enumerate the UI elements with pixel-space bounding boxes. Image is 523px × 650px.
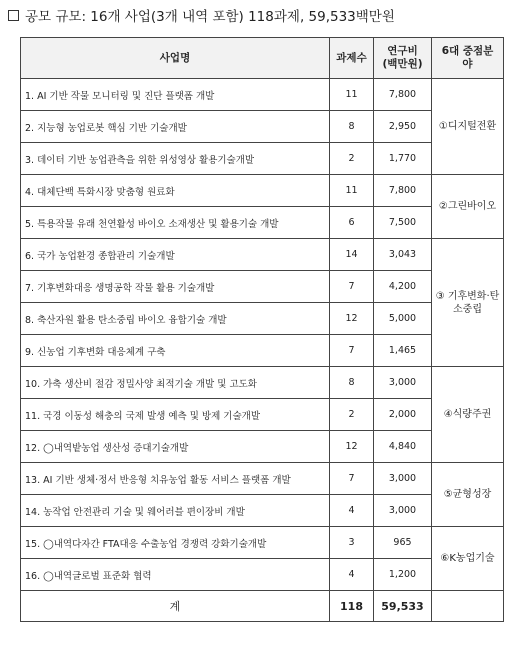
priority-field-label: ①디지털전환 xyxy=(438,121,497,132)
budget-cell: 3,000 xyxy=(374,463,432,495)
header-budget-line2: (백만원) xyxy=(382,58,423,70)
table-row xyxy=(21,207,504,239)
task-count-cell: 6 xyxy=(330,207,374,239)
priority-field-label: ②그린바이오 xyxy=(438,201,497,212)
priority-field-label: ④식량주권 xyxy=(443,409,492,420)
task-count-cell: 11 xyxy=(330,175,374,207)
table-row xyxy=(21,271,504,303)
table-row xyxy=(21,239,504,271)
budget-cell: 5,000 xyxy=(374,303,432,335)
task-count-cell: 4 xyxy=(330,559,374,591)
total-budget: 59,533 xyxy=(374,591,432,622)
task-count-cell: 7 xyxy=(330,463,374,495)
project-name-cell: 6. 국가 농업환경 종합관리 기술개발 xyxy=(21,239,330,271)
total-row xyxy=(21,591,504,622)
priority-field-label: ⑥K농업기술 xyxy=(440,553,495,564)
task-count-cell: 7 xyxy=(330,271,374,303)
priority-field-label-line2: 소중립 xyxy=(453,303,482,315)
table-row xyxy=(21,111,504,143)
table-row xyxy=(21,303,504,335)
table-row xyxy=(21,79,504,111)
budget-cell: 2,950 xyxy=(374,111,432,143)
budget-cell: 2,000 xyxy=(374,399,432,431)
task-count-cell: 4 xyxy=(330,495,374,527)
project-name-cell: 12. ◯내역밭농업 생산성 증대기술개발 xyxy=(21,431,330,463)
priority-field-label: ③ 기후변화·탄 xyxy=(435,290,500,302)
project-name-cell: 8. 축산자원 활용 탄소중립 바이오 융합기술 개발 xyxy=(21,303,330,335)
heading-text: 공모 규모: 16개 사업(3개 내역 포함) 118과제, 59,533백만원 xyxy=(25,9,395,25)
project-name-cell: 13. AI 기반 생체·정서 반응형 치유농업 활동 서비스 플랫폼 개발 xyxy=(21,463,330,495)
budget-cell: 1,770 xyxy=(374,143,432,175)
task-count-cell: 11 xyxy=(330,79,374,111)
priority-field-cell xyxy=(432,175,504,239)
task-count-cell: 12 xyxy=(330,431,374,463)
project-name-cell: 2. 지능형 농업로봇 핵심 기반 기술개발 xyxy=(21,111,330,143)
total-label: 계 xyxy=(21,591,330,622)
header-project-name: 사업명 xyxy=(21,38,330,79)
table-row xyxy=(21,463,504,495)
priority-field-label: ⑤균형성장 xyxy=(443,489,492,500)
budget-cell: 1,200 xyxy=(374,559,432,591)
task-count-cell: 14 xyxy=(330,239,374,271)
header-field-line2: 야 xyxy=(462,58,473,70)
table-row xyxy=(21,143,504,175)
budget-cell: 3,000 xyxy=(374,367,432,399)
budget-cell: 7,800 xyxy=(374,79,432,111)
priority-field-cell xyxy=(432,527,504,591)
task-count-cell: 12 xyxy=(330,303,374,335)
priority-field-cell xyxy=(432,367,504,463)
total-field-empty xyxy=(432,591,504,622)
project-name-cell: 10. 가축 생산비 절감 정밀사양 최적기술 개발 및 고도화 xyxy=(21,367,330,399)
project-name-cell: 4. 대체단백 특화시장 맞춤형 원료화 xyxy=(21,175,330,207)
task-count-cell: 8 xyxy=(330,111,374,143)
priority-field-cell xyxy=(432,463,504,527)
project-name-cell: 15. ◯내역다자간 FTA대응 수출농업 경쟁력 강화기술개발 xyxy=(21,527,330,559)
table-row xyxy=(21,431,504,463)
header-priority-field xyxy=(432,38,504,79)
budget-cell: 3,000 xyxy=(374,495,432,527)
budget-cell: 4,840 xyxy=(374,431,432,463)
budget-cell: 3,043 xyxy=(374,239,432,271)
project-name-cell: 16. ◯내역글로벌 표준화 협력 xyxy=(21,559,330,591)
table-header-row xyxy=(21,38,504,79)
page-heading xyxy=(8,4,395,26)
header-budget xyxy=(374,38,432,79)
table-row xyxy=(21,495,504,527)
total-count: 118 xyxy=(330,591,374,622)
table-row xyxy=(21,367,504,399)
budget-cell: 7,500 xyxy=(374,207,432,239)
task-count-cell: 8 xyxy=(330,367,374,399)
project-name-cell: 3. 데이터 기반 농업관측을 위한 위성영상 활용기술개발 xyxy=(21,143,330,175)
priority-field-cell xyxy=(432,239,504,367)
header-field-line1: 6대 중점분 xyxy=(441,45,494,57)
square-bullet-icon xyxy=(8,10,19,21)
project-name-cell: 1. AI 기반 작물 모니터링 및 진단 플랫폼 개발 xyxy=(21,79,330,111)
table-row xyxy=(21,175,504,207)
project-name-cell: 7. 기후변화대응 생명공학 작물 활용 기술개발 xyxy=(21,271,330,303)
project-name-cell: 9. 신농업 기후변화 대응체계 구축 xyxy=(21,335,330,367)
task-count-cell: 2 xyxy=(330,399,374,431)
task-count-cell: 7 xyxy=(330,335,374,367)
header-task-count: 과제수 xyxy=(330,38,374,79)
project-name-cell: 11. 국경 이동성 해충의 국제 발생 예측 및 방제 기술개발 xyxy=(21,399,330,431)
budget-cell: 4,200 xyxy=(374,271,432,303)
priority-field-cell xyxy=(432,79,504,175)
project-name-cell: 5. 특용작물 유래 천연활성 바이오 소재생산 및 활용기술 개발 xyxy=(21,207,330,239)
header-budget-line1: 연구비 xyxy=(387,45,418,57)
task-count-cell: 3 xyxy=(330,527,374,559)
project-name-cell: 14. 농작업 안전관리 기술 및 웨어러블 편이장비 개발 xyxy=(21,495,330,527)
table-row xyxy=(21,527,504,559)
task-count-cell: 2 xyxy=(330,143,374,175)
budget-table xyxy=(20,37,504,622)
budget-cell: 965 xyxy=(374,527,432,559)
budget-cell: 1,465 xyxy=(374,335,432,367)
table-row xyxy=(21,399,504,431)
table-row xyxy=(21,335,504,367)
budget-cell: 7,800 xyxy=(374,175,432,207)
table-row xyxy=(21,559,504,591)
